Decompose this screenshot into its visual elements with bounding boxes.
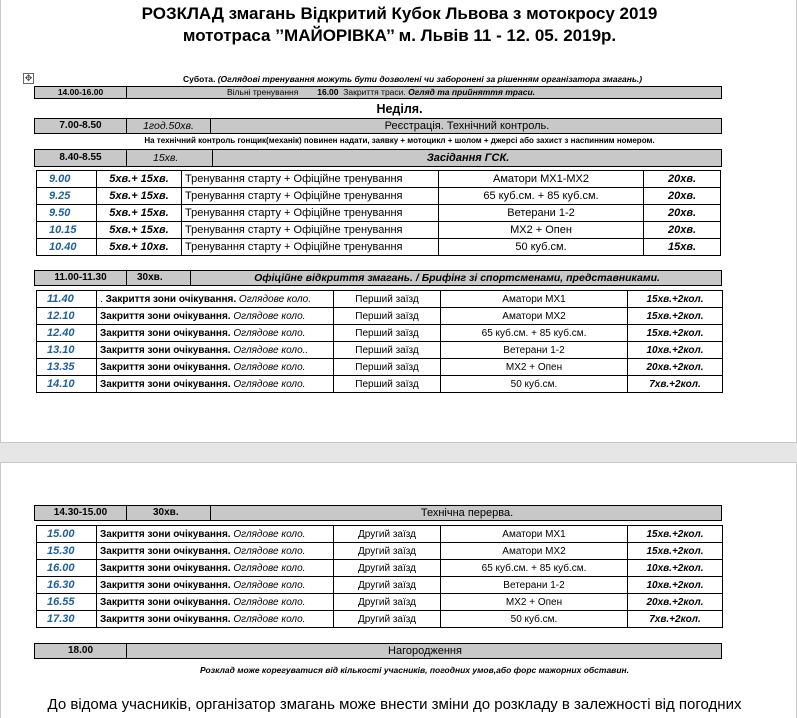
heat-class: Ветерани 1-2: [441, 342, 628, 359]
heat-zone: [97, 376, 334, 393]
registration-duration: 1год.50хв.: [127, 119, 211, 133]
heat-row: [37, 342, 723, 359]
heat-laps: 15хв.+2кол.: [628, 325, 723, 342]
break-row: [34, 505, 722, 521]
zone-lap: Оглядове коло.: [230, 327, 306, 339]
heat-row: [37, 359, 723, 376]
gsk-activity: Засідання ГСК.: [426, 152, 510, 164]
saturday-activity2: Закриття траси.: [343, 87, 406, 97]
zone-closing: Закриття зони очікування.: [100, 327, 231, 339]
heat-class: МХ2 + Опен: [441, 594, 628, 611]
awards-time: 18.00: [35, 644, 127, 658]
heat-class: Аматори МХ2: [441, 308, 628, 325]
heat-class: Ветерани 1-2: [441, 577, 628, 594]
zone-lap: Оглядове коло.: [230, 361, 306, 373]
heat-time: 12.10: [37, 308, 97, 325]
saturday-note-text: (Оглядові тренування можуть бути дозволені чи заборонені за рішенням організатора змагань.): [215, 74, 643, 84]
registration-row: [34, 118, 722, 134]
training-duration: 5хв.+ 15хв.: [97, 205, 182, 222]
heat-zone: [97, 560, 334, 577]
awards-row: [34, 643, 722, 659]
heat-class: МХ2 + Опен: [441, 359, 628, 376]
heat-zone: [97, 543, 334, 560]
saturday-time: 14.00-16.00: [35, 87, 127, 98]
opening-duration: 30хв.: [127, 271, 191, 285]
schedule-note: Розклад може корегуватися від кількості учасників, погодних умов,або форс мажорних обставин.: [199, 665, 630, 675]
zone-closing: Закриття зони очікування.: [100, 378, 231, 390]
heat-name: Другий заїзд: [334, 560, 441, 577]
heat-zone: [97, 577, 334, 594]
saturday-activity: Вільні тренування: [227, 87, 299, 97]
zone-lap: Оглядове коло.: [230, 378, 306, 390]
heat-laps: 15хв.+2кол.: [628, 543, 723, 560]
training-duration: 5хв.+ 15хв.: [97, 171, 182, 188]
heat-laps: 20хв.+2кол.: [628, 359, 723, 376]
saturday-activity3: Огляд та прийняття траси.: [408, 87, 535, 97]
zone-closing: Закриття зони очікування.: [100, 545, 231, 557]
training-activity: Тренування старту + Офіційне тренування: [182, 222, 439, 239]
heat-name: Перший заїзд: [334, 308, 441, 325]
title-line-2: мототраса ’’МАЙОРІВКА’’ м. Львів 11 - 12. 05. 2019р.: [182, 26, 617, 45]
heat-zone: [97, 308, 334, 325]
saturday-row: [34, 86, 722, 99]
heat-zone: [97, 325, 334, 342]
awards-activity: Нагородження: [388, 645, 462, 657]
heat-name: Перший заїзд: [334, 376, 441, 393]
training-total: 20хв.: [644, 222, 721, 239]
zone-closing: Закриття зони очікування.: [100, 310, 231, 322]
training-row: [37, 188, 721, 205]
training-activity: Тренування старту + Офіційне тренування: [182, 239, 439, 256]
saturday-note: [183, 74, 642, 84]
training-class: 50 куб.см.: [439, 239, 644, 256]
heat-time: 11.40: [37, 291, 97, 308]
heat-class: Аматори МХ2: [441, 543, 628, 560]
second-heats-table: [36, 525, 723, 628]
training-row: [37, 239, 721, 256]
zone-closing: Закриття зони очікування.: [100, 613, 231, 625]
heat-name: Другий заїзд: [334, 611, 441, 628]
registration-time: 7.00-8.50: [35, 119, 127, 133]
heat-class: Аматори МХ1: [441, 291, 628, 308]
heat-time: 14.10: [37, 376, 97, 393]
training-time: 10.15: [37, 222, 97, 239]
heat-name: Перший заїзд: [334, 325, 441, 342]
heat-laps: 15хв.+2кол.: [628, 308, 723, 325]
training-class: Ветерани 1-2: [439, 205, 644, 222]
heat-class: 50 куб.см.: [441, 376, 628, 393]
training-row: [37, 205, 721, 222]
zone-lap: Оглядове коло.: [230, 562, 306, 574]
zone-lap: Оглядове коло.: [230, 528, 306, 540]
training-row: [37, 222, 721, 239]
zone-closing: Закриття зони очікування.: [100, 344, 231, 356]
table-move-handle-icon[interactable]: ✥: [24, 73, 33, 83]
training-total: 20хв.: [644, 188, 721, 205]
heat-time: 13.35: [37, 359, 97, 376]
heat-class: 50 куб.см.: [441, 611, 628, 628]
heat-time: 13.10: [37, 342, 97, 359]
trainings-table: [36, 170, 721, 256]
heat-row: [37, 308, 723, 325]
title-line-1: РОЗКЛАД змагань Відкритий Кубок Львова з мотокросу 2019: [141, 4, 658, 23]
heat-name: Перший заїзд: [334, 342, 441, 359]
training-time: 9.50: [37, 205, 97, 222]
heat-zone: [97, 611, 334, 628]
heat-name: Другий заїзд: [334, 594, 441, 611]
heat-row: [37, 577, 723, 594]
heat-time: 15.00: [37, 526, 97, 543]
break-activity: Технічна перерва.: [420, 507, 514, 519]
heat-name: Перший заїзд: [334, 359, 441, 376]
heat-row: [37, 291, 723, 308]
heat-name: Перший заїзд: [334, 291, 441, 308]
zone-lap: Оглядове коло.: [230, 310, 306, 322]
zone-lap: Оглядове коло..: [230, 344, 309, 356]
training-activity: Тренування старту + Офіційне тренування: [182, 205, 439, 222]
footer-text: До відома учасників, організатор змагань може внести зміни до розкладу в залежності від погодних: [47, 696, 742, 713]
zone-lap: Оглядове коло.: [236, 293, 311, 305]
heat-zone: [97, 359, 334, 376]
zone-lap: Оглядове коло.: [230, 613, 306, 625]
heat-row: [37, 611, 723, 628]
heat-laps: 10хв.+2кол.: [628, 560, 723, 577]
training-time: 10.40: [37, 239, 97, 256]
heat-class: Аматори МХ1: [441, 526, 628, 543]
opening-row: [34, 270, 722, 286]
heat-time: 16.30: [37, 577, 97, 594]
heat-laps: 15хв.+2кол.: [628, 291, 723, 308]
sunday-label: Неділя.: [376, 102, 423, 116]
heat-time: 17.30: [37, 611, 97, 628]
document-page-2: [0, 462, 797, 718]
training-time: 9.00: [37, 171, 97, 188]
training-class: МХ2 + Опен: [439, 222, 644, 239]
heat-laps: 7хв.+2кол.: [628, 611, 723, 628]
heat-name: Другий заїзд: [334, 543, 441, 560]
gsk-row: [34, 149, 722, 167]
training-time: 9.25: [37, 188, 97, 205]
heat-time: 15.30: [37, 543, 97, 560]
heat-row: [37, 560, 723, 577]
heat-row: [37, 543, 723, 560]
training-total: 15хв.: [644, 239, 721, 256]
tech-control-note: На технічний контроль гонщик(механік) повинен надати, заявку + мотоцикл + шолом + джерсі або захист з наспинним номером.: [144, 136, 655, 145]
zone-closing: Закриття зони очікування.: [105, 293, 237, 305]
training-duration: 5хв.+ 10хв.: [97, 239, 182, 256]
heat-row: [37, 526, 723, 543]
first-heats-table: [36, 290, 723, 393]
zone-lap: Оглядове коло.: [230, 596, 306, 608]
heat-class: 65 куб.см. + 85 куб.см.: [441, 560, 628, 577]
heat-zone: [97, 594, 334, 611]
training-activity: Тренування старту + Офіційне тренування: [182, 171, 439, 188]
training-duration: 5хв.+ 15хв.: [97, 222, 182, 239]
heat-time: 16.55: [37, 594, 97, 611]
heat-laps: 7хв.+2кол.: [628, 376, 723, 393]
heat-class: 65 куб.см. + 85 куб.см.: [441, 325, 628, 342]
heat-row: [37, 376, 723, 393]
heat-zone: [97, 342, 334, 359]
break-duration: 30хв.: [127, 506, 211, 520]
training-class: 65 куб.см. + 85 куб.см.: [439, 188, 644, 205]
zone-closing: Закриття зони очікування.: [100, 596, 231, 608]
zone-closing: Закриття зони очікування.: [100, 562, 231, 574]
training-row: [37, 171, 721, 188]
zone-closing: Закриття зони очікування.: [100, 361, 231, 373]
saturday-activity-cell: [127, 87, 723, 98]
gsk-time: 8.40-8.55: [35, 150, 127, 166]
training-activity: Тренування старту + Офіційне тренування: [182, 188, 439, 205]
registration-activity: Реєстрація. Технічний контроль.: [384, 120, 550, 132]
zone-closing: Закриття зони очікування.: [100, 528, 231, 540]
zone-lap: Оглядове коло.: [230, 545, 306, 557]
heat-laps: 10хв.+2кол.: [628, 342, 723, 359]
opening-time: 11.00-11.30: [35, 271, 127, 285]
heat-time: 16.00: [37, 560, 97, 577]
break-time: 14.30-15.00: [35, 506, 127, 520]
gsk-duration: 15хв.: [127, 150, 213, 166]
saturday-time2: 16.00: [317, 87, 339, 97]
zone-closing: Закриття зони очікування.: [100, 579, 231, 591]
heat-name: Другий заїзд: [334, 526, 441, 543]
zone-lap: Оглядове коло.: [230, 579, 306, 591]
training-duration: 5хв.+ 15хв.: [97, 188, 182, 205]
zone-prefix: .: [100, 293, 106, 305]
heat-laps: 20хв.+2кол.: [628, 594, 723, 611]
heat-zone: [97, 291, 334, 308]
heat-row: [37, 594, 723, 611]
heat-row: [37, 325, 723, 342]
heat-laps: 15хв.+2кол.: [628, 526, 723, 543]
training-total: 20хв.: [644, 205, 721, 222]
opening-activity: Офіційне відкриття змагань. / Брифінг зі спортсменами, представниками.: [254, 272, 660, 284]
heat-name: Другий заїзд: [334, 577, 441, 594]
heat-zone: [97, 526, 334, 543]
heat-laps: 10хв.+2кол.: [628, 577, 723, 594]
heat-time: 12.40: [37, 325, 97, 342]
saturday-label: Субота.: [183, 74, 216, 84]
training-total: 20хв.: [644, 171, 721, 188]
training-class: Аматори МХ1-МХ2: [439, 171, 644, 188]
